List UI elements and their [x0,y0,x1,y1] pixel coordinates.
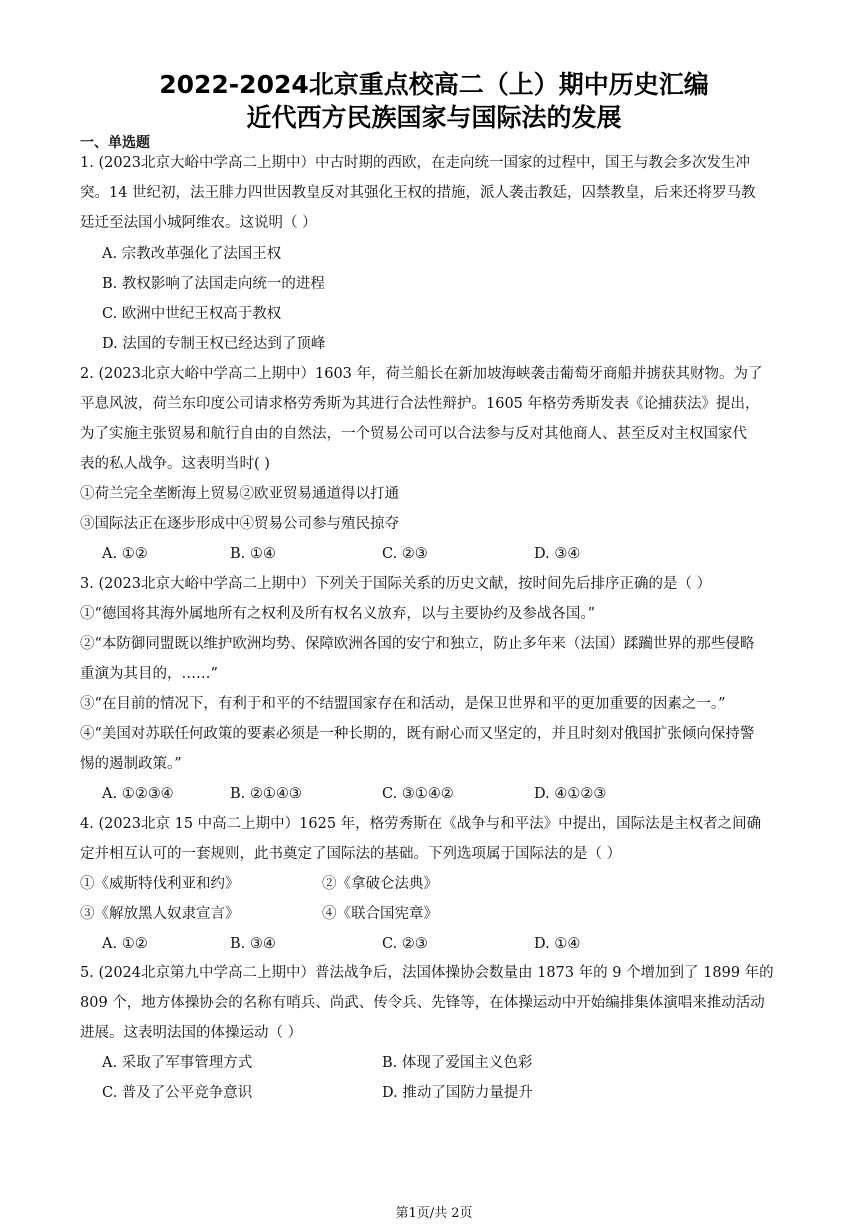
option-d: D. ④①②③ [534,786,607,802]
section-title: 一、单选题 [80,135,150,151]
question-text: 809 个，地方体操协会的名称有哨兵、尚武、传令兵、先锋等，在体操运动中开始编排集体演唱来推动活动 [80,995,765,1011]
option-a: A. 采取了军事管理方式 [102,1055,253,1071]
option-c: C. ③①④② [382,786,454,802]
question-text: 平息风波，荷兰东印度公司请求格劳秀斯为其进行合法性辩护。1605 年格劳秀斯发表《论捕获法》提出， [80,396,760,412]
option-a: A. ①②③④ [102,786,174,802]
option-a: A. 宗教改革强化了法国王权 [102,246,282,262]
question-text: 2. (2023北京大峪中学高二上期中）1603 年，荷兰船长在新加坡海峡袭击葡萄牙商船并掳获其财物。为了 [80,366,763,382]
option-d: D. ③④ [534,546,581,562]
statement-item: ④“美国对苏联任何政策的要素必须是一种长期的，既有耐心而又坚定的，并且时刻对俄国扩张倾向保持警 [80,726,755,742]
statement-item: ③国际法正在逐步形成中④贸易公司参与殖民掠夺 [80,516,399,532]
question-text: 突。14 世纪初，法王腓力四世因教皇反对其强化王权的措施，派人袭击教廷，囚禁教皇，后来还将罗马教 [80,185,756,201]
option-a: A. ①② [102,936,148,952]
statement-item: 重演为其目的，……” [80,666,218,682]
option-b: B. ①④ [230,546,276,562]
question-text: 定并相互认可的一套规则，此书奠定了国际法的基础。下列选项属于国际法的是（ ） [80,846,622,862]
question-text: 表的私人战争。这表明当时( ) [80,456,270,472]
option-c: C. 欧洲中世纪王权高于教权 [102,306,282,322]
statement-item: 惕的遏制政策。” [80,756,182,772]
document-subtitle: 近代西方民族国家与国际法的发展 [246,103,622,132]
option-d: D. 法国的专制王权已经达到了顶峰 [102,336,326,352]
option-c: C. 普及了公平竞争意识 [102,1085,253,1101]
option-c: C. ②③ [382,546,428,562]
statement-item: ①荷兰完全垄断海上贸易②欧亚贸易通道得以打通 [80,486,399,502]
question-text: 进展。这表明法国的体操运动（ ） [80,1025,303,1041]
option-d: D. 推动了国防力量提升 [382,1085,533,1101]
question-text: 3. (2023北京大峪中学高二上期中）下列关于国际关系的历史文献，按时间先后排序正确的是（ ） [80,576,712,592]
option-b: B. ③④ [230,936,276,952]
option-d: D. ①④ [534,936,581,952]
statement-item: ④《联合国宪章》 [322,906,438,922]
question-text: 为了实施主张贸易和航行自由的自然法，一个贸易公司可以合法参与反对其他商人、甚至反对主权国家代 [80,426,747,442]
question-text: 4. (2023北京 15 中高二上期中）1625 年，格劳秀斯在《战争与和平法》中提出，国际法是主权者之间确 [80,816,762,832]
document-title: 2022-2024北京重点校高二（上）期中历史汇编 [159,70,709,99]
statement-item: ①《威斯特伐利亚和约》 [80,876,240,892]
statement-item: ②《拿破仑法典》 [322,876,438,892]
question-text: 廷迁至法国小城阿维农。这说明（ ） [80,215,317,231]
page-footer: 第1页/共 2页 [395,1206,473,1221]
option-c: C. ②③ [382,936,428,952]
question-text: 1. (2023北京大峪中学高二上期中）中古时期的西欧，在走向统一国家的过程中，国王与教会多次发生冲 [80,155,750,171]
statement-item: ③“在目前的情况下，有利于和平的不结盟国家存在和活动，是保卫世界和平的更加重要的因素之一。” [80,696,726,712]
option-a: A. ①② [102,546,148,562]
statement-item: ②“本防御同盟既以维护欧洲均势、保障欧洲各国的安宁和独立，防止多年来（法国）蹂躏世界的那些侵略 [80,636,755,652]
option-b: B. 教权影响了法国走向统一的进程 [102,276,325,292]
question-text: 5. (2024北京第九中学高二上期中）普法战争后，法国体操协会数量由 1873 年的 9 个增加到了 1899 年的 [80,965,774,981]
option-b: B. ②①④③ [230,786,302,802]
statement-item: ③《解放黑人奴隶宣言》 [80,906,240,922]
option-b: B. 体现了爱国主义色彩 [382,1055,533,1071]
statement-item: ①“德国将其海外属地所有之权利及所有权名义放弃，以与主要协约及参战各国。” [80,606,596,622]
